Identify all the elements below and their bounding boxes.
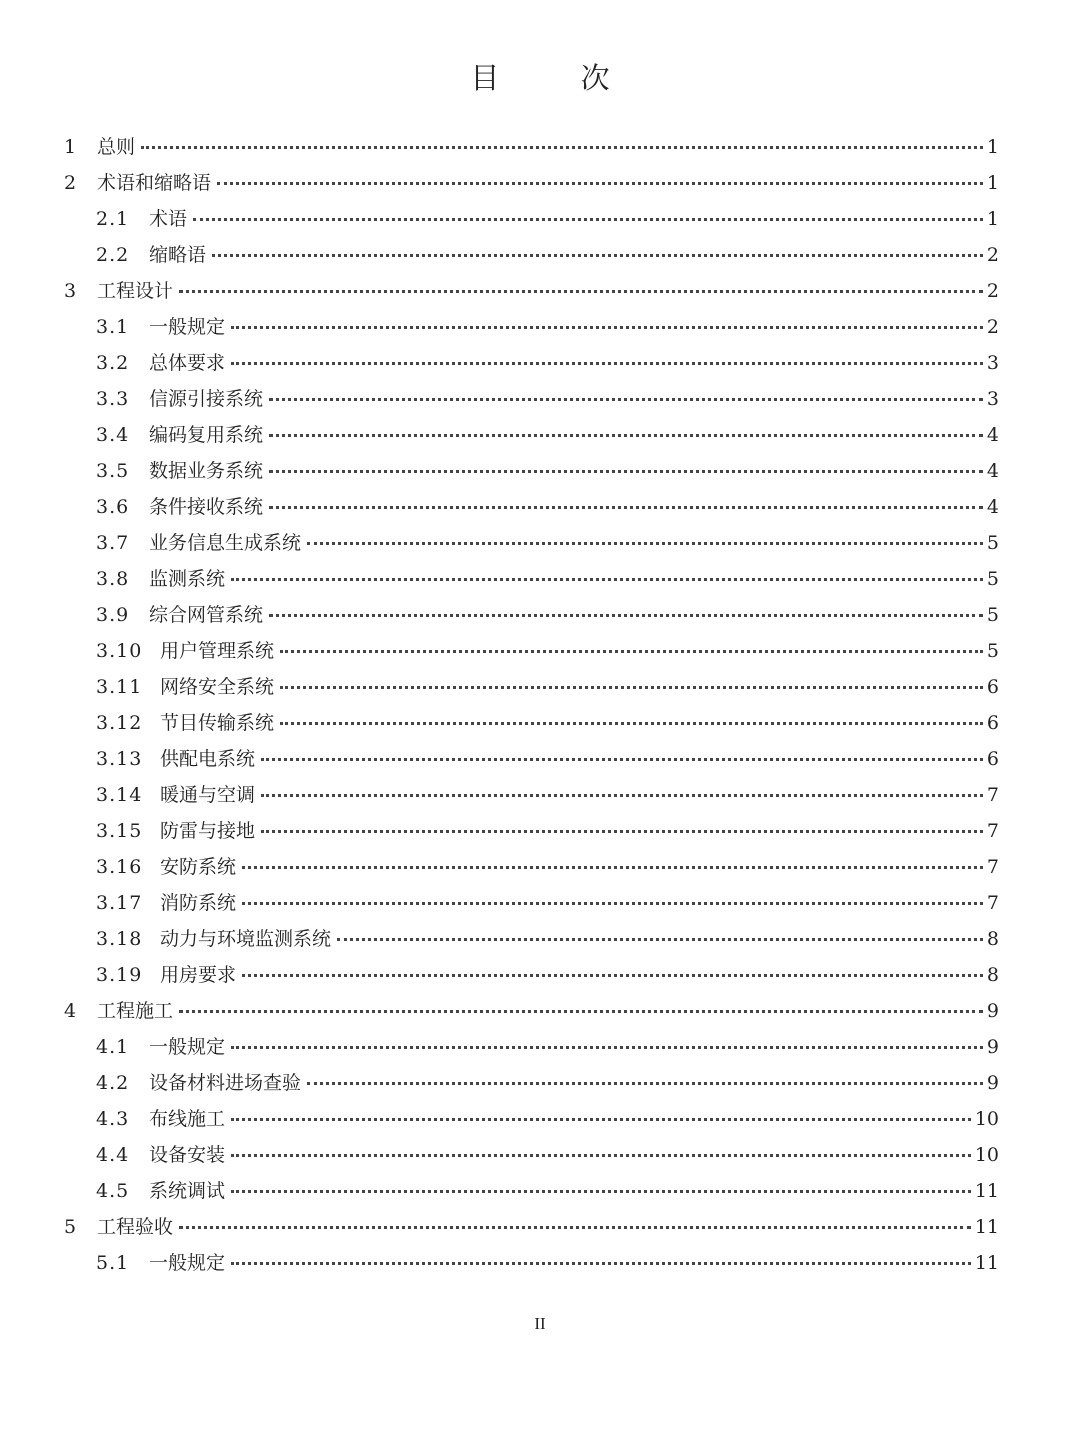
toc-section-title: 信源引接系统	[149, 388, 264, 410]
page-title: 目 次	[470, 61, 646, 95]
toc-entry[interactable]	[64, 885, 999, 921]
toc-section-title: 消防系统	[160, 892, 237, 914]
toc-dot-leader	[231, 1154, 971, 1157]
toc-dot-leader	[231, 1118, 971, 1121]
toc-page-number: 6	[986, 748, 999, 770]
toc-dot-leader	[280, 686, 983, 689]
toc-section-number: 4.3	[96, 1108, 130, 1130]
toc-entry[interactable]	[64, 993, 999, 1029]
toc-page-number: 11	[974, 1252, 999, 1274]
toc-section-title: 条件接收系统	[149, 496, 264, 518]
toc-dot-leader	[231, 362, 983, 365]
toc-section-number: 1	[64, 136, 78, 158]
toc-dot-leader	[280, 722, 983, 725]
table-of-contents	[64, 129, 999, 1281]
toc-section-title: 暖通与空调	[160, 784, 256, 806]
toc-section-number: 3.15	[96, 820, 143, 842]
toc-dot-leader	[261, 758, 983, 761]
toc-section-number: 3.18	[96, 928, 143, 950]
toc-section-number: 2.2	[96, 244, 130, 266]
toc-page-number: 9	[986, 1072, 999, 1094]
toc-entry[interactable]	[64, 1101, 999, 1137]
toc-section-number: 4.4	[96, 1144, 130, 1166]
toc-entry[interactable]	[64, 129, 999, 165]
toc-section-number: 3.16	[96, 856, 143, 878]
toc-dot-leader	[280, 650, 983, 653]
toc-page-number: 5	[986, 568, 999, 590]
toc-section-title: 一般规定	[149, 1252, 226, 1274]
toc-section-number: 4.5	[96, 1180, 130, 1202]
toc-section-title: 工程施工	[97, 1000, 174, 1022]
toc-section-number: 3.3	[96, 388, 130, 410]
toc-section-title: 工程验收	[97, 1216, 174, 1238]
toc-page-number: 1	[986, 172, 999, 194]
toc-page-number: 10	[974, 1108, 999, 1130]
toc-dot-leader	[307, 1082, 983, 1085]
toc-entry[interactable]	[64, 309, 999, 345]
toc-section-number: 3.13	[96, 748, 143, 770]
toc-dot-leader	[242, 974, 983, 977]
toc-section-title: 用房要求	[160, 964, 237, 986]
toc-section-number: 3.2	[96, 352, 130, 374]
toc-page-number: 2	[986, 316, 999, 338]
toc-dot-leader	[141, 146, 983, 149]
toc-section-title: 布线施工	[149, 1108, 226, 1130]
toc-page-number: 5	[986, 640, 999, 662]
toc-section-number: 3.11	[96, 676, 143, 698]
toc-page-number: 5	[986, 532, 999, 554]
toc-entry[interactable]	[64, 957, 999, 993]
toc-dot-leader	[269, 398, 983, 401]
toc-section-number: 3.5	[96, 460, 130, 482]
toc-section-number: 3.19	[96, 964, 143, 986]
toc-entry[interactable]	[64, 849, 999, 885]
toc-page-number: 7	[986, 856, 999, 878]
toc-section-title: 用户管理系统	[160, 640, 275, 662]
toc-page-number: 1	[986, 208, 999, 230]
toc-dot-leader	[179, 1010, 983, 1013]
toc-entry[interactable]	[64, 525, 999, 561]
toc-section-number: 3.8	[96, 568, 130, 590]
toc-entry[interactable]	[64, 345, 999, 381]
toc-entry[interactable]	[64, 381, 999, 417]
toc-entry[interactable]	[64, 417, 999, 453]
toc-entry[interactable]	[64, 201, 999, 237]
toc-section-title: 安防系统	[160, 856, 237, 878]
toc-page-number: 8	[986, 964, 999, 986]
toc-section-number: 5	[64, 1216, 78, 1238]
toc-section-title: 一般规定	[149, 1036, 226, 1058]
toc-entry[interactable]	[64, 813, 999, 849]
toc-section-number: 4.1	[96, 1036, 130, 1058]
toc-section-title: 监测系统	[149, 568, 226, 590]
toc-entry[interactable]	[64, 561, 999, 597]
toc-section-title: 防雷与接地	[160, 820, 256, 842]
toc-entry[interactable]	[64, 669, 999, 705]
toc-section-title: 术语和缩略语	[97, 172, 212, 194]
toc-section-title: 设备安装	[149, 1144, 226, 1166]
toc-page-number: 6	[986, 676, 999, 698]
toc-entry[interactable]	[64, 921, 999, 957]
toc-entry[interactable]	[64, 705, 999, 741]
toc-section-number: 5.1	[96, 1252, 130, 1274]
toc-page-number: 9	[986, 1000, 999, 1022]
toc-dot-leader	[269, 506, 983, 509]
toc-entry[interactable]	[64, 453, 999, 489]
toc-entry[interactable]	[64, 741, 999, 777]
toc-section-title: 数据业务系统	[149, 460, 264, 482]
toc-dot-leader	[179, 1226, 971, 1229]
toc-section-title: 总则	[97, 136, 136, 158]
toc-entry[interactable]	[64, 1209, 999, 1245]
toc-section-number: 2.1	[96, 208, 130, 230]
toc-entry[interactable]	[64, 633, 999, 669]
toc-page-number: 5	[986, 604, 999, 626]
toc-dot-leader	[217, 182, 983, 185]
toc-page-number: 11	[974, 1216, 999, 1238]
toc-dot-leader	[193, 218, 983, 221]
toc-section-title: 总体要求	[149, 352, 226, 374]
toc-page-number: 3	[986, 388, 999, 410]
toc-page-number: 6	[986, 712, 999, 734]
toc-dot-leader	[307, 542, 983, 545]
toc-page-number: 3	[986, 352, 999, 374]
toc-section-number: 3.6	[96, 496, 130, 518]
toc-section-title: 动力与环境监测系统	[160, 928, 332, 950]
toc-dot-leader	[242, 902, 983, 905]
toc-dot-leader	[212, 254, 983, 257]
toc-page-number: 7	[986, 892, 999, 914]
toc-section-number: 3.7	[96, 532, 130, 554]
toc-dot-leader	[231, 1262, 971, 1265]
toc-entry[interactable]	[64, 489, 999, 525]
toc-dot-leader	[231, 1046, 983, 1049]
page-number: II	[534, 1314, 546, 1333]
toc-entry[interactable]	[64, 1245, 999, 1281]
toc-page-number: 7	[986, 784, 999, 806]
toc-section-number: 3.17	[96, 892, 143, 914]
toc-page-number: 11	[974, 1180, 999, 1202]
toc-dot-leader	[337, 938, 983, 941]
toc-page-number: 4	[986, 460, 999, 482]
toc-section-number: 3.10	[96, 640, 143, 662]
toc-dot-leader	[179, 290, 983, 293]
toc-page-number: 10	[974, 1144, 999, 1166]
toc-section-number: 3.9	[96, 604, 130, 626]
toc-page-number: 4	[986, 424, 999, 446]
toc-entry[interactable]	[64, 273, 999, 309]
toc-section-title: 工程设计	[97, 280, 174, 302]
toc-page-number: 7	[986, 820, 999, 842]
toc-section-title: 一般规定	[149, 316, 226, 338]
toc-section-title: 编码复用系统	[149, 424, 264, 446]
toc-dot-leader	[231, 326, 983, 329]
toc-entry[interactable]	[64, 1065, 999, 1101]
toc-entry[interactable]	[64, 165, 999, 201]
toc-section-title: 业务信息生成系统	[149, 532, 302, 554]
toc-dot-leader	[242, 866, 983, 869]
toc-entry[interactable]	[64, 1173, 999, 1209]
toc-section-title: 缩略语	[149, 244, 207, 266]
toc-section-number: 3.1	[96, 316, 130, 338]
toc-dot-leader	[269, 434, 983, 437]
toc-section-number: 2	[64, 172, 78, 194]
toc-dot-leader	[261, 830, 983, 833]
toc-dot-leader	[231, 1190, 971, 1193]
toc-dot-leader	[231, 578, 983, 581]
toc-page-number: 2	[986, 280, 999, 302]
toc-section-title: 术语	[149, 208, 188, 230]
toc-section-number: 4.2	[96, 1072, 130, 1094]
toc-entry[interactable]	[64, 1029, 999, 1065]
toc-section-title: 综合网管系统	[149, 604, 264, 626]
toc-section-title: 网络安全系统	[160, 676, 275, 698]
toc-dot-leader	[269, 614, 983, 617]
toc-page-number: 4	[986, 496, 999, 518]
toc-section-number: 4	[64, 1000, 78, 1022]
toc-page-number: 1	[986, 136, 999, 158]
toc-section-number: 3	[64, 280, 78, 302]
toc-entry[interactable]	[64, 597, 999, 633]
toc-section-title: 供配电系统	[160, 748, 256, 770]
toc-section-number: 3.12	[96, 712, 143, 734]
toc-page-number: 8	[986, 928, 999, 950]
toc-section-title: 设备材料进场查验	[149, 1072, 302, 1094]
toc-section-number: 3.4	[96, 424, 130, 446]
toc-section-title: 系统调试	[149, 1180, 226, 1202]
toc-entry[interactable]	[64, 1137, 999, 1173]
toc-dot-leader	[269, 470, 983, 473]
toc-entry[interactable]	[64, 237, 999, 273]
toc-page-number: 2	[986, 244, 999, 266]
toc-dot-leader	[261, 794, 983, 797]
toc-section-title: 节目传输系统	[160, 712, 275, 734]
toc-page-number: 9	[986, 1036, 999, 1058]
toc-entry[interactable]	[64, 777, 999, 813]
toc-section-number: 3.14	[96, 784, 143, 806]
